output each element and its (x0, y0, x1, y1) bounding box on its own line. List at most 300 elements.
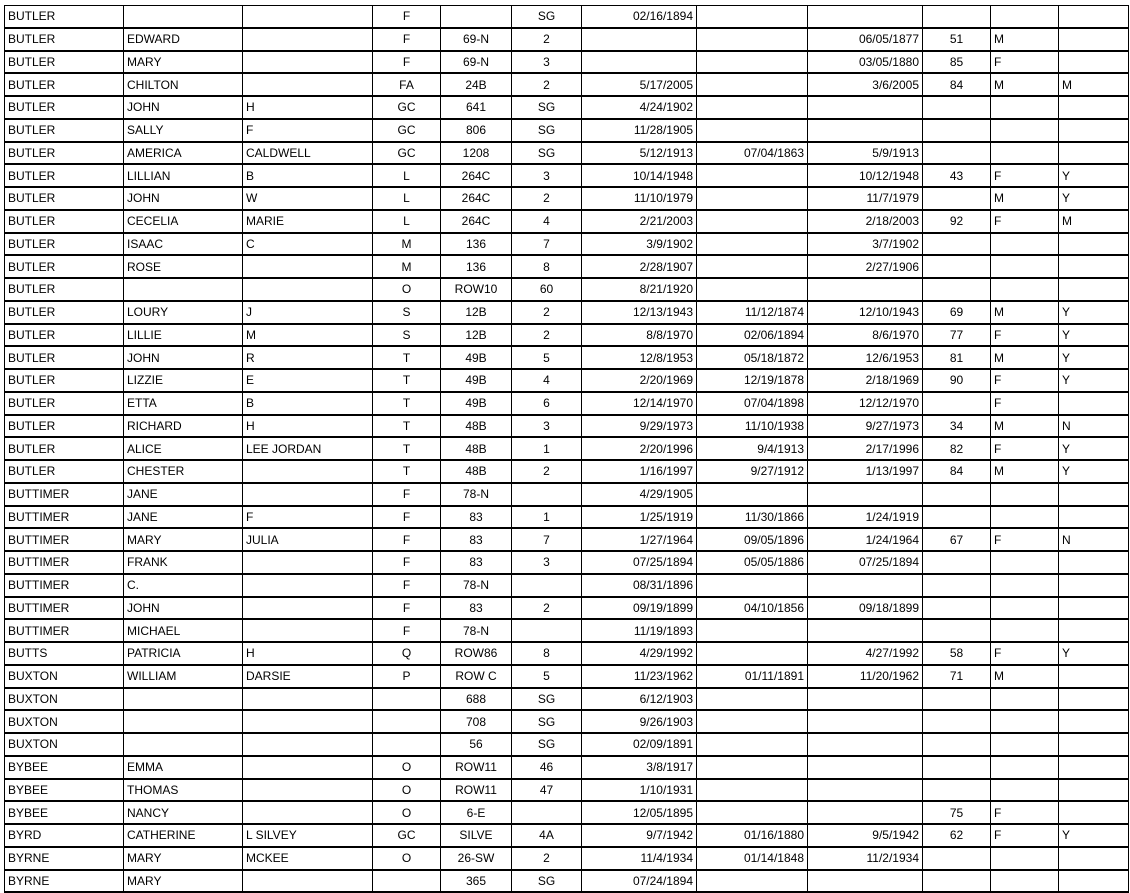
burial-date-cell: 2/20/1969 (582, 369, 697, 392)
first-name-cell: SALLY (124, 119, 243, 142)
lot-cell: 688 (441, 688, 512, 711)
sex-cell: M (991, 187, 1059, 210)
middle-name-cell: H (243, 642, 373, 665)
birth-date-cell (697, 28, 808, 51)
lot-cell: 48B (441, 437, 512, 460)
birth-date-cell (697, 688, 808, 711)
birth-date-cell (697, 164, 808, 187)
middle-name-cell (243, 779, 373, 802)
death-date-cell: 11/2/1934 (808, 847, 923, 870)
table-row (5, 870, 1129, 893)
middle-name-cell: E (243, 369, 373, 392)
sex-cell (991, 483, 1059, 506)
section-cell: O (373, 779, 441, 802)
first-name-cell: MARY (124, 528, 243, 551)
lot-cell: 78-N (441, 483, 512, 506)
last-name-cell: BYRNE (5, 870, 124, 893)
sex-cell: F (991, 369, 1059, 392)
grave-cell: 46 (512, 756, 582, 779)
death-date-cell: 11/20/1962 (808, 665, 923, 688)
sex-cell (991, 710, 1059, 733)
first-name-cell: PATRICIA (124, 642, 243, 665)
burial-date-cell: 02/09/1891 (582, 733, 697, 756)
birth-date-cell: 07/04/1863 (697, 142, 808, 165)
veteran-cell (1059, 756, 1129, 779)
table-row (5, 210, 1129, 233)
birth-date-cell: 9/27/1912 (697, 460, 808, 483)
burial-date-cell: 02/16/1894 (582, 6, 697, 28)
last-name-cell: BUXTON (5, 688, 124, 711)
first-name-cell: LIZZIE (124, 369, 243, 392)
sex-cell (991, 119, 1059, 142)
last-name-cell: BUTLER (5, 324, 124, 347)
burial-date-cell: 08/31/1896 (582, 574, 697, 597)
grave-cell: SG (512, 870, 582, 893)
middle-name-cell: F (243, 506, 373, 529)
sex-cell (991, 6, 1059, 28)
first-name-cell: EMMA (124, 756, 243, 779)
section-cell: T (373, 369, 441, 392)
lot-cell: ROW10 (441, 278, 512, 301)
grave-cell: 5 (512, 665, 582, 688)
section-cell: GC (373, 824, 441, 847)
middle-name-cell: L SILVEY (243, 824, 373, 847)
birth-date-cell (697, 96, 808, 119)
birth-date-cell: 01/16/1880 (697, 824, 808, 847)
age-cell: 58 (923, 642, 991, 665)
birth-date-cell (697, 870, 808, 893)
age-cell: 92 (923, 210, 991, 233)
last-name-cell: BUTLER (5, 301, 124, 324)
age-cell: 81 (923, 346, 991, 369)
lot-cell: 48B (441, 460, 512, 483)
death-date-cell: 5/9/1913 (808, 142, 923, 165)
section-cell: F (373, 597, 441, 620)
table-row (5, 346, 1129, 369)
birth-date-cell: 05/18/1872 (697, 346, 808, 369)
grave-cell: 2 (512, 460, 582, 483)
lot-cell: 136 (441, 233, 512, 256)
age-cell: 43 (923, 164, 991, 187)
last-name-cell: BUTLER (5, 28, 124, 51)
death-date-cell: 06/05/1877 (808, 28, 923, 51)
burial-date-cell: 2/20/1996 (582, 437, 697, 460)
birth-date-cell: 11/30/1866 (697, 506, 808, 529)
last-name-cell: BUTLER (5, 392, 124, 415)
burial-date-cell: 11/4/1934 (582, 847, 697, 870)
middle-name-cell: M (243, 324, 373, 347)
middle-name-cell: JULIA (243, 528, 373, 551)
veteran-cell: Y (1059, 824, 1129, 847)
burial-date-cell: 5/17/2005 (582, 73, 697, 96)
last-name-cell: BUTLER (5, 346, 124, 369)
burial-date-cell: 12/05/1895 (582, 801, 697, 824)
last-name-cell: BUTLER (5, 278, 124, 301)
first-name-cell: CATHERINE (124, 824, 243, 847)
section-cell (373, 733, 441, 756)
section-cell: F (373, 506, 441, 529)
section-cell: L (373, 210, 441, 233)
first-name-cell: JOHN (124, 187, 243, 210)
section-cell: L (373, 164, 441, 187)
death-date-cell: 9/5/1942 (808, 824, 923, 847)
burial-date-cell: 12/14/1970 (582, 392, 697, 415)
burial-date-cell: 12/13/1943 (582, 301, 697, 324)
lot-cell: 56 (441, 733, 512, 756)
last-name-cell: BUTLER (5, 96, 124, 119)
death-date-cell (808, 574, 923, 597)
sex-cell (991, 142, 1059, 165)
table-row (5, 551, 1129, 574)
middle-name-cell: J (243, 301, 373, 324)
section-cell: S (373, 324, 441, 347)
grave-cell: 8 (512, 642, 582, 665)
age-cell (923, 278, 991, 301)
sex-cell: F (991, 210, 1059, 233)
sex-cell (991, 278, 1059, 301)
sex-cell: F (991, 51, 1059, 74)
table-row (5, 187, 1129, 210)
last-name-cell: BUTLER (5, 142, 124, 165)
grave-cell: 7 (512, 233, 582, 256)
sex-cell: M (991, 415, 1059, 438)
death-date-cell (808, 619, 923, 642)
veteran-cell (1059, 733, 1129, 756)
death-date-cell: 12/12/1970 (808, 392, 923, 415)
sex-cell: F (991, 324, 1059, 347)
lot-cell: 264C (441, 210, 512, 233)
first-name-cell: JANE (124, 483, 243, 506)
sex-cell: F (991, 392, 1059, 415)
death-date-cell (808, 779, 923, 802)
table-row (5, 824, 1129, 847)
veteran-cell: Y (1059, 301, 1129, 324)
age-cell (923, 779, 991, 802)
last-name-cell: BUTLER (5, 51, 124, 74)
lot-cell: 136 (441, 255, 512, 278)
birth-date-cell (697, 779, 808, 802)
first-name-cell: MARY (124, 870, 243, 893)
section-cell: P (373, 665, 441, 688)
table-row (5, 665, 1129, 688)
death-date-cell (808, 870, 923, 893)
lot-cell: 26-SW (441, 847, 512, 870)
age-cell (923, 233, 991, 256)
veteran-cell: Y (1059, 164, 1129, 187)
lot-cell: 48B (441, 415, 512, 438)
sex-cell (991, 779, 1059, 802)
veteran-cell (1059, 710, 1129, 733)
grave-cell: 8 (512, 255, 582, 278)
table-row (5, 779, 1129, 802)
section-cell: T (373, 392, 441, 415)
first-name-cell: CHILTON (124, 73, 243, 96)
grave-cell: 2 (512, 187, 582, 210)
veteran-cell (1059, 96, 1129, 119)
age-cell (923, 392, 991, 415)
first-name-cell: JOHN (124, 96, 243, 119)
veteran-cell (1059, 233, 1129, 256)
birth-date-cell (697, 801, 808, 824)
grave-cell: 4 (512, 210, 582, 233)
sex-cell: M (991, 301, 1059, 324)
death-date-cell (808, 278, 923, 301)
veteran-cell (1059, 28, 1129, 51)
age-cell (923, 870, 991, 893)
first-name-cell: MICHAEL (124, 619, 243, 642)
first-name-cell: FRANK (124, 551, 243, 574)
birth-date-cell: 05/05/1886 (697, 551, 808, 574)
middle-name-cell (243, 483, 373, 506)
middle-name-cell: F (243, 119, 373, 142)
death-date-cell: 11/7/1979 (808, 187, 923, 210)
middle-name-cell: MARIE (243, 210, 373, 233)
last-name-cell: BUTTS (5, 642, 124, 665)
age-cell: 84 (923, 460, 991, 483)
table-row (5, 597, 1129, 620)
table-row (5, 415, 1129, 438)
birth-date-cell (697, 187, 808, 210)
table-row (5, 437, 1129, 460)
death-date-cell: 2/27/1906 (808, 255, 923, 278)
sex-cell (991, 574, 1059, 597)
last-name-cell: BUTTIMER (5, 574, 124, 597)
middle-name-cell: W (243, 187, 373, 210)
middle-name-cell: MCKEE (243, 847, 373, 870)
burial-date-cell: 11/28/1905 (582, 119, 697, 142)
lot-cell: ROW C (441, 665, 512, 688)
table-row (5, 28, 1129, 51)
burial-date-cell: 1/10/1931 (582, 779, 697, 802)
section-cell: F (373, 551, 441, 574)
veteran-cell: N (1059, 528, 1129, 551)
last-name-cell: BUTTIMER (5, 528, 124, 551)
age-cell (923, 187, 991, 210)
death-date-cell: 8/6/1970 (808, 324, 923, 347)
death-date-cell: 9/27/1973 (808, 415, 923, 438)
lot-cell: ROW11 (441, 756, 512, 779)
veteran-cell (1059, 6, 1129, 28)
sex-cell (991, 551, 1059, 574)
lot-cell: 78-N (441, 574, 512, 597)
veteran-cell (1059, 255, 1129, 278)
sex-cell: M (991, 460, 1059, 483)
age-cell: 62 (923, 824, 991, 847)
first-name-cell: ALICE (124, 437, 243, 460)
burial-date-cell: 6/12/1903 (582, 688, 697, 711)
sex-cell (991, 756, 1059, 779)
first-name-cell: JOHN (124, 346, 243, 369)
grave-cell: SG (512, 96, 582, 119)
table-row (5, 506, 1129, 529)
lot-cell: 49B (441, 392, 512, 415)
first-name-cell (124, 688, 243, 711)
last-name-cell: BUTLER (5, 210, 124, 233)
veteran-cell (1059, 278, 1129, 301)
birth-date-cell: 12/19/1878 (697, 369, 808, 392)
table-row (5, 801, 1129, 824)
middle-name-cell (243, 688, 373, 711)
age-cell: 85 (923, 51, 991, 74)
grave-cell: 2 (512, 597, 582, 620)
table-row (5, 51, 1129, 74)
first-name-cell: JANE (124, 506, 243, 529)
middle-name-cell: DARSIE (243, 665, 373, 688)
table-row (5, 847, 1129, 870)
last-name-cell: BYRNE (5, 847, 124, 870)
sex-cell (991, 255, 1059, 278)
veteran-cell (1059, 51, 1129, 74)
birth-date-cell (697, 210, 808, 233)
death-date-cell: 12/10/1943 (808, 301, 923, 324)
age-cell (923, 847, 991, 870)
grave-cell: 4 (512, 369, 582, 392)
last-name-cell: BUTLER (5, 233, 124, 256)
birth-date-cell: 9/4/1913 (697, 437, 808, 460)
veteran-cell (1059, 392, 1129, 415)
section-cell: FA (373, 73, 441, 96)
last-name-cell: BYBEE (5, 756, 124, 779)
lot-cell: 12B (441, 324, 512, 347)
death-date-cell: 2/17/1996 (808, 437, 923, 460)
lot-cell: 806 (441, 119, 512, 142)
burial-date-cell: 1/27/1964 (582, 528, 697, 551)
middle-name-cell (243, 460, 373, 483)
middle-name-cell (243, 28, 373, 51)
section-cell: O (373, 278, 441, 301)
lot-cell: 264C (441, 187, 512, 210)
age-cell: 34 (923, 415, 991, 438)
table-row (5, 528, 1129, 551)
birth-date-cell (697, 710, 808, 733)
grave-cell: 2 (512, 301, 582, 324)
middle-name-cell: CALDWELL (243, 142, 373, 165)
veteran-cell (1059, 665, 1129, 688)
lot-cell: SILVE (441, 824, 512, 847)
burial-date-cell: 09/19/1899 (582, 597, 697, 620)
death-date-cell (808, 483, 923, 506)
burial-date-cell: 4/29/1992 (582, 642, 697, 665)
death-date-cell (808, 756, 923, 779)
section-cell: O (373, 847, 441, 870)
section-cell: F (373, 483, 441, 506)
veteran-cell: M (1059, 73, 1129, 96)
veteran-cell (1059, 870, 1129, 893)
sex-cell: M (991, 28, 1059, 51)
first-name-cell: CHESTER (124, 460, 243, 483)
veteran-cell: N (1059, 415, 1129, 438)
section-cell: L (373, 187, 441, 210)
death-date-cell: 12/6/1953 (808, 346, 923, 369)
lot-cell: 83 (441, 528, 512, 551)
birth-date-cell (697, 483, 808, 506)
middle-name-cell (243, 73, 373, 96)
birth-date-cell (697, 619, 808, 642)
sex-cell: F (991, 164, 1059, 187)
sex-cell (991, 619, 1059, 642)
middle-name-cell (243, 733, 373, 756)
burial-date-cell: 8/8/1970 (582, 324, 697, 347)
records-table (4, 5, 1129, 893)
sex-cell (991, 96, 1059, 119)
table-row (5, 688, 1129, 711)
grave-cell: SG (512, 119, 582, 142)
last-name-cell: BUTTIMER (5, 551, 124, 574)
section-cell (373, 710, 441, 733)
first-name-cell: WILLIAM (124, 665, 243, 688)
burial-date-cell: 2/28/1907 (582, 255, 697, 278)
grave-cell: 2 (512, 324, 582, 347)
middle-name-cell (243, 51, 373, 74)
birth-date-cell: 11/10/1938 (697, 415, 808, 438)
table-row (5, 642, 1129, 665)
first-name-cell: THOMAS (124, 779, 243, 802)
burial-date-cell: 5/12/1913 (582, 142, 697, 165)
last-name-cell: BYRD (5, 824, 124, 847)
middle-name-cell (243, 551, 373, 574)
age-cell (923, 597, 991, 620)
last-name-cell: BYBEE (5, 801, 124, 824)
lot-cell: 365 (441, 870, 512, 893)
section-cell (373, 688, 441, 711)
burial-date-cell: 9/7/1942 (582, 824, 697, 847)
last-name-cell: BUTLER (5, 369, 124, 392)
grave-cell (512, 574, 582, 597)
table-row (5, 574, 1129, 597)
grave-cell: SG (512, 688, 582, 711)
table-row (5, 6, 1129, 28)
death-date-cell (808, 6, 923, 28)
section-cell: F (373, 51, 441, 74)
birth-date-cell (697, 756, 808, 779)
lot-cell: 83 (441, 551, 512, 574)
first-name-cell: EDWARD (124, 28, 243, 51)
death-date-cell: 1/24/1964 (808, 528, 923, 551)
sex-cell: M (991, 346, 1059, 369)
lot-cell: 708 (441, 710, 512, 733)
section-cell: O (373, 801, 441, 824)
sex-cell: F (991, 528, 1059, 551)
age-cell: 84 (923, 73, 991, 96)
death-date-cell: 3/6/2005 (808, 73, 923, 96)
age-cell (923, 733, 991, 756)
age-cell: 71 (923, 665, 991, 688)
last-name-cell: BUTTIMER (5, 597, 124, 620)
first-name-cell: ETTA (124, 392, 243, 415)
grave-cell: SG (512, 142, 582, 165)
veteran-cell (1059, 688, 1129, 711)
veteran-cell (1059, 597, 1129, 620)
sex-cell (991, 733, 1059, 756)
birth-date-cell (697, 73, 808, 96)
age-cell: 75 (923, 801, 991, 824)
age-cell (923, 142, 991, 165)
last-name-cell: BUTLER (5, 437, 124, 460)
last-name-cell: BUXTON (5, 733, 124, 756)
veteran-cell (1059, 619, 1129, 642)
age-cell (923, 688, 991, 711)
section-cell: GC (373, 119, 441, 142)
grave-cell: 3 (512, 164, 582, 187)
veteran-cell (1059, 483, 1129, 506)
grave-cell (512, 801, 582, 824)
lot-cell: 78-N (441, 619, 512, 642)
section-cell: Q (373, 642, 441, 665)
burial-date-cell: 3/9/1902 (582, 233, 697, 256)
age-cell: 67 (923, 528, 991, 551)
veteran-cell: Y (1059, 437, 1129, 460)
death-date-cell: 4/27/1992 (808, 642, 923, 665)
